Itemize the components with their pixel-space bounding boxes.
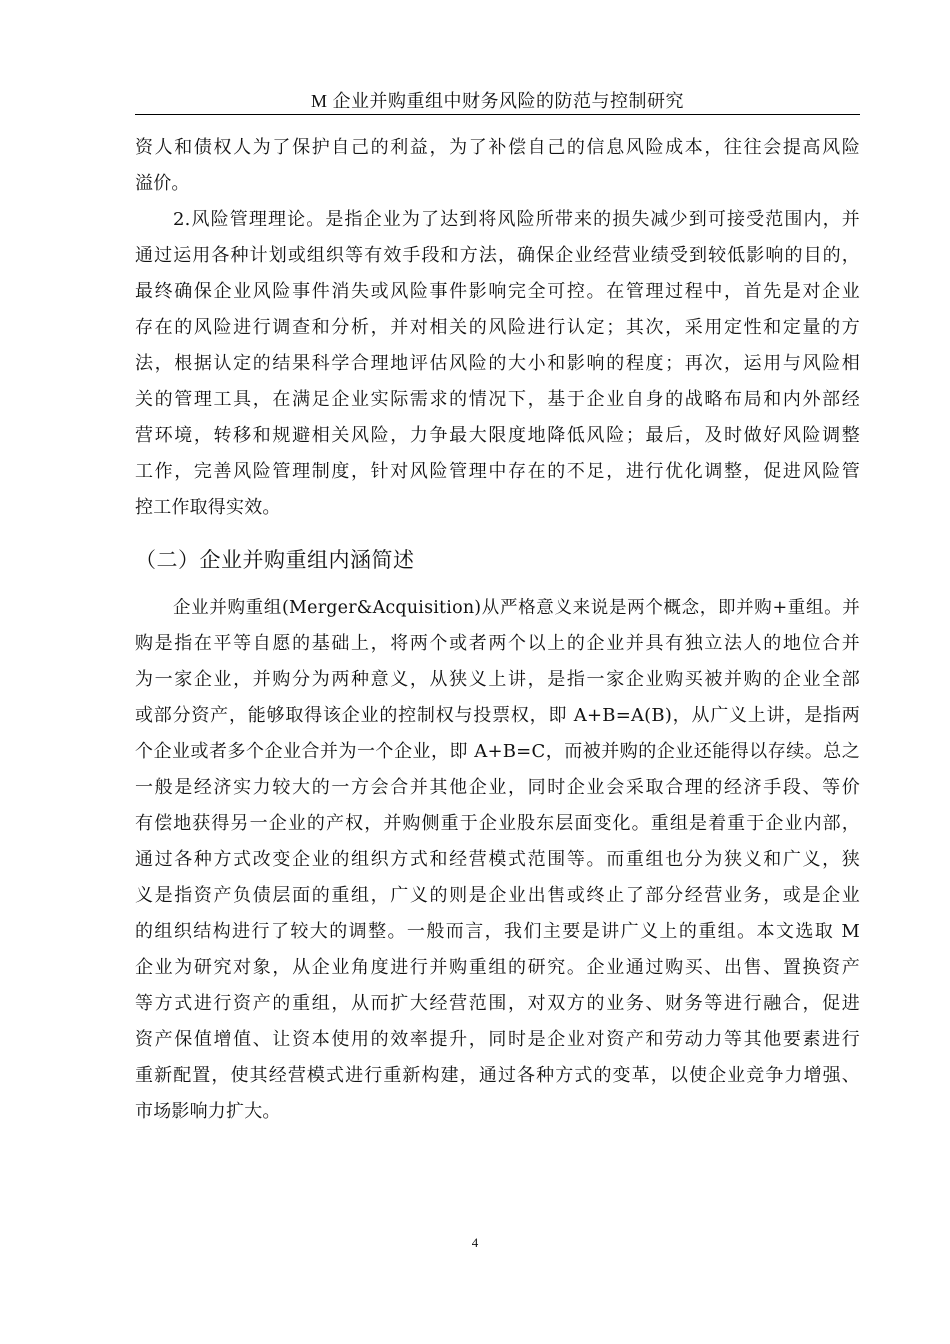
- paragraph-line: 2.风险管理理论。是指企业为了达到将风险所带来的损失减少到可接受范围内，并: [173, 209, 860, 230]
- paragraph-line: 为一家企业，并购分为两种意义，从狭义上讲，是指一家企业购买被并购的企业全部: [135, 669, 860, 690]
- paragraph-line: 有偿地获得另一企业的产权，并购侧重于企业股东层面变化。重组是着重于企业内部，: [135, 813, 860, 834]
- paragraph-line: 重新配置，使其经营模式进行重新构建，通过各种方式的变革，以使企业竞争力增强、: [135, 1065, 860, 1086]
- paragraph-line: 等方式进行资产的重组，从而扩大经营范围，对双方的业务、财务等进行融合，促进: [135, 993, 860, 1014]
- paragraph-line: 购是指在平等自愿的基础上，将两个或者两个以上的企业并具有独立法人的地位合并: [135, 633, 860, 654]
- paragraph-line: 最终确保企业风险事件消失或风险事件影响完全可控。在管理过程中，首先是对企业: [135, 281, 860, 302]
- paragraph-line: 资产保值增值、让资本使用的效率提升，同时是企业对资产和劳动力等其他要素进行: [135, 1029, 860, 1050]
- body-text: [135, 130, 860, 1130]
- paragraph-line: 工作，完善风险管理制度，针对风险管理中存在的不足，进行优化调整，促进风险管: [135, 461, 860, 482]
- paragraph-line: 法，根据认定的结果科学合理地评估风险的大小和影响的程度；再次，运用与风险相: [135, 353, 860, 374]
- paragraph-line: 资人和债权人为了保护自己的利益，为了补偿自己的信息风险成本，往往会提高风险: [135, 137, 860, 158]
- paragraph-line: 通过各种方式改变企业的组织方式和经营模式范围等。而重组也分为狭义和广义，狭: [135, 849, 860, 870]
- paragraph-line: 控工作取得实效。: [135, 497, 281, 518]
- section-heading: （二）企业并购重组内涵简述: [135, 548, 415, 572]
- paragraph-line: 通过运用各种计划或组织等有效手段和方法，确保企业经营业绩受到较低影响的目的，: [135, 245, 860, 266]
- paragraph-line: 义是指资产负债层面的重组，广义的则是企业出售或终止了部分经营业务，或是企业: [135, 885, 860, 906]
- paragraph-1: [135, 130, 860, 202]
- paragraph-line: 关的管理工具，在满足企业实际需求的情况下，基于企业自身的战略布局和内外部经: [135, 389, 860, 410]
- paragraph-line: 市场影响力扩大。: [135, 1101, 281, 1122]
- paragraph-line: 或部分资产，能够取得该企业的控制权与投票权，即 A+B=A(B)，从广义上讲，是指两: [135, 705, 860, 726]
- running-header-title: M 企业并购重组中财务风险的防范与控制研究: [310, 91, 684, 111]
- paragraph-3-merger-overview: [135, 590, 860, 1130]
- paragraph-line: 存在的风险进行调查和分析，并对相关的风险进行认定；其次，采用定性和定量的方: [135, 317, 860, 338]
- paragraph-line: 溢价。: [135, 173, 190, 194]
- paragraph-line: 企业为研究对象，从企业角度进行并购重组的研究。企业通过购买、出售、置换资产: [135, 957, 860, 978]
- paragraph-line: 营环境，转移和规避相关风险，力争最大限度地降低风险；最后，及时做好风险调整: [135, 425, 860, 446]
- paragraph-line: 的组织结构进行了较大的调整。一般而言，我们主要是讲广义上的重组。本文选取 M: [135, 921, 860, 942]
- paragraph-2-risk-management-theory: [135, 202, 860, 526]
- paragraph-line: 个企业或者多个企业合并为一个企业，即 A+B=C，而被并购的企业还能得以存续。总之: [135, 741, 860, 762]
- page-number: 4: [471, 1235, 479, 1250]
- header-rule: [135, 114, 860, 115]
- paragraph-line: 一般是经济实力较大的一方会合并其他企业，同时企业会采取合理的经济手段、等价: [135, 777, 860, 798]
- paragraph-line: 企业并购重组(Merger&Acquisition)从严格意义来说是两个概念，即并购+重组。并: [173, 598, 860, 618]
